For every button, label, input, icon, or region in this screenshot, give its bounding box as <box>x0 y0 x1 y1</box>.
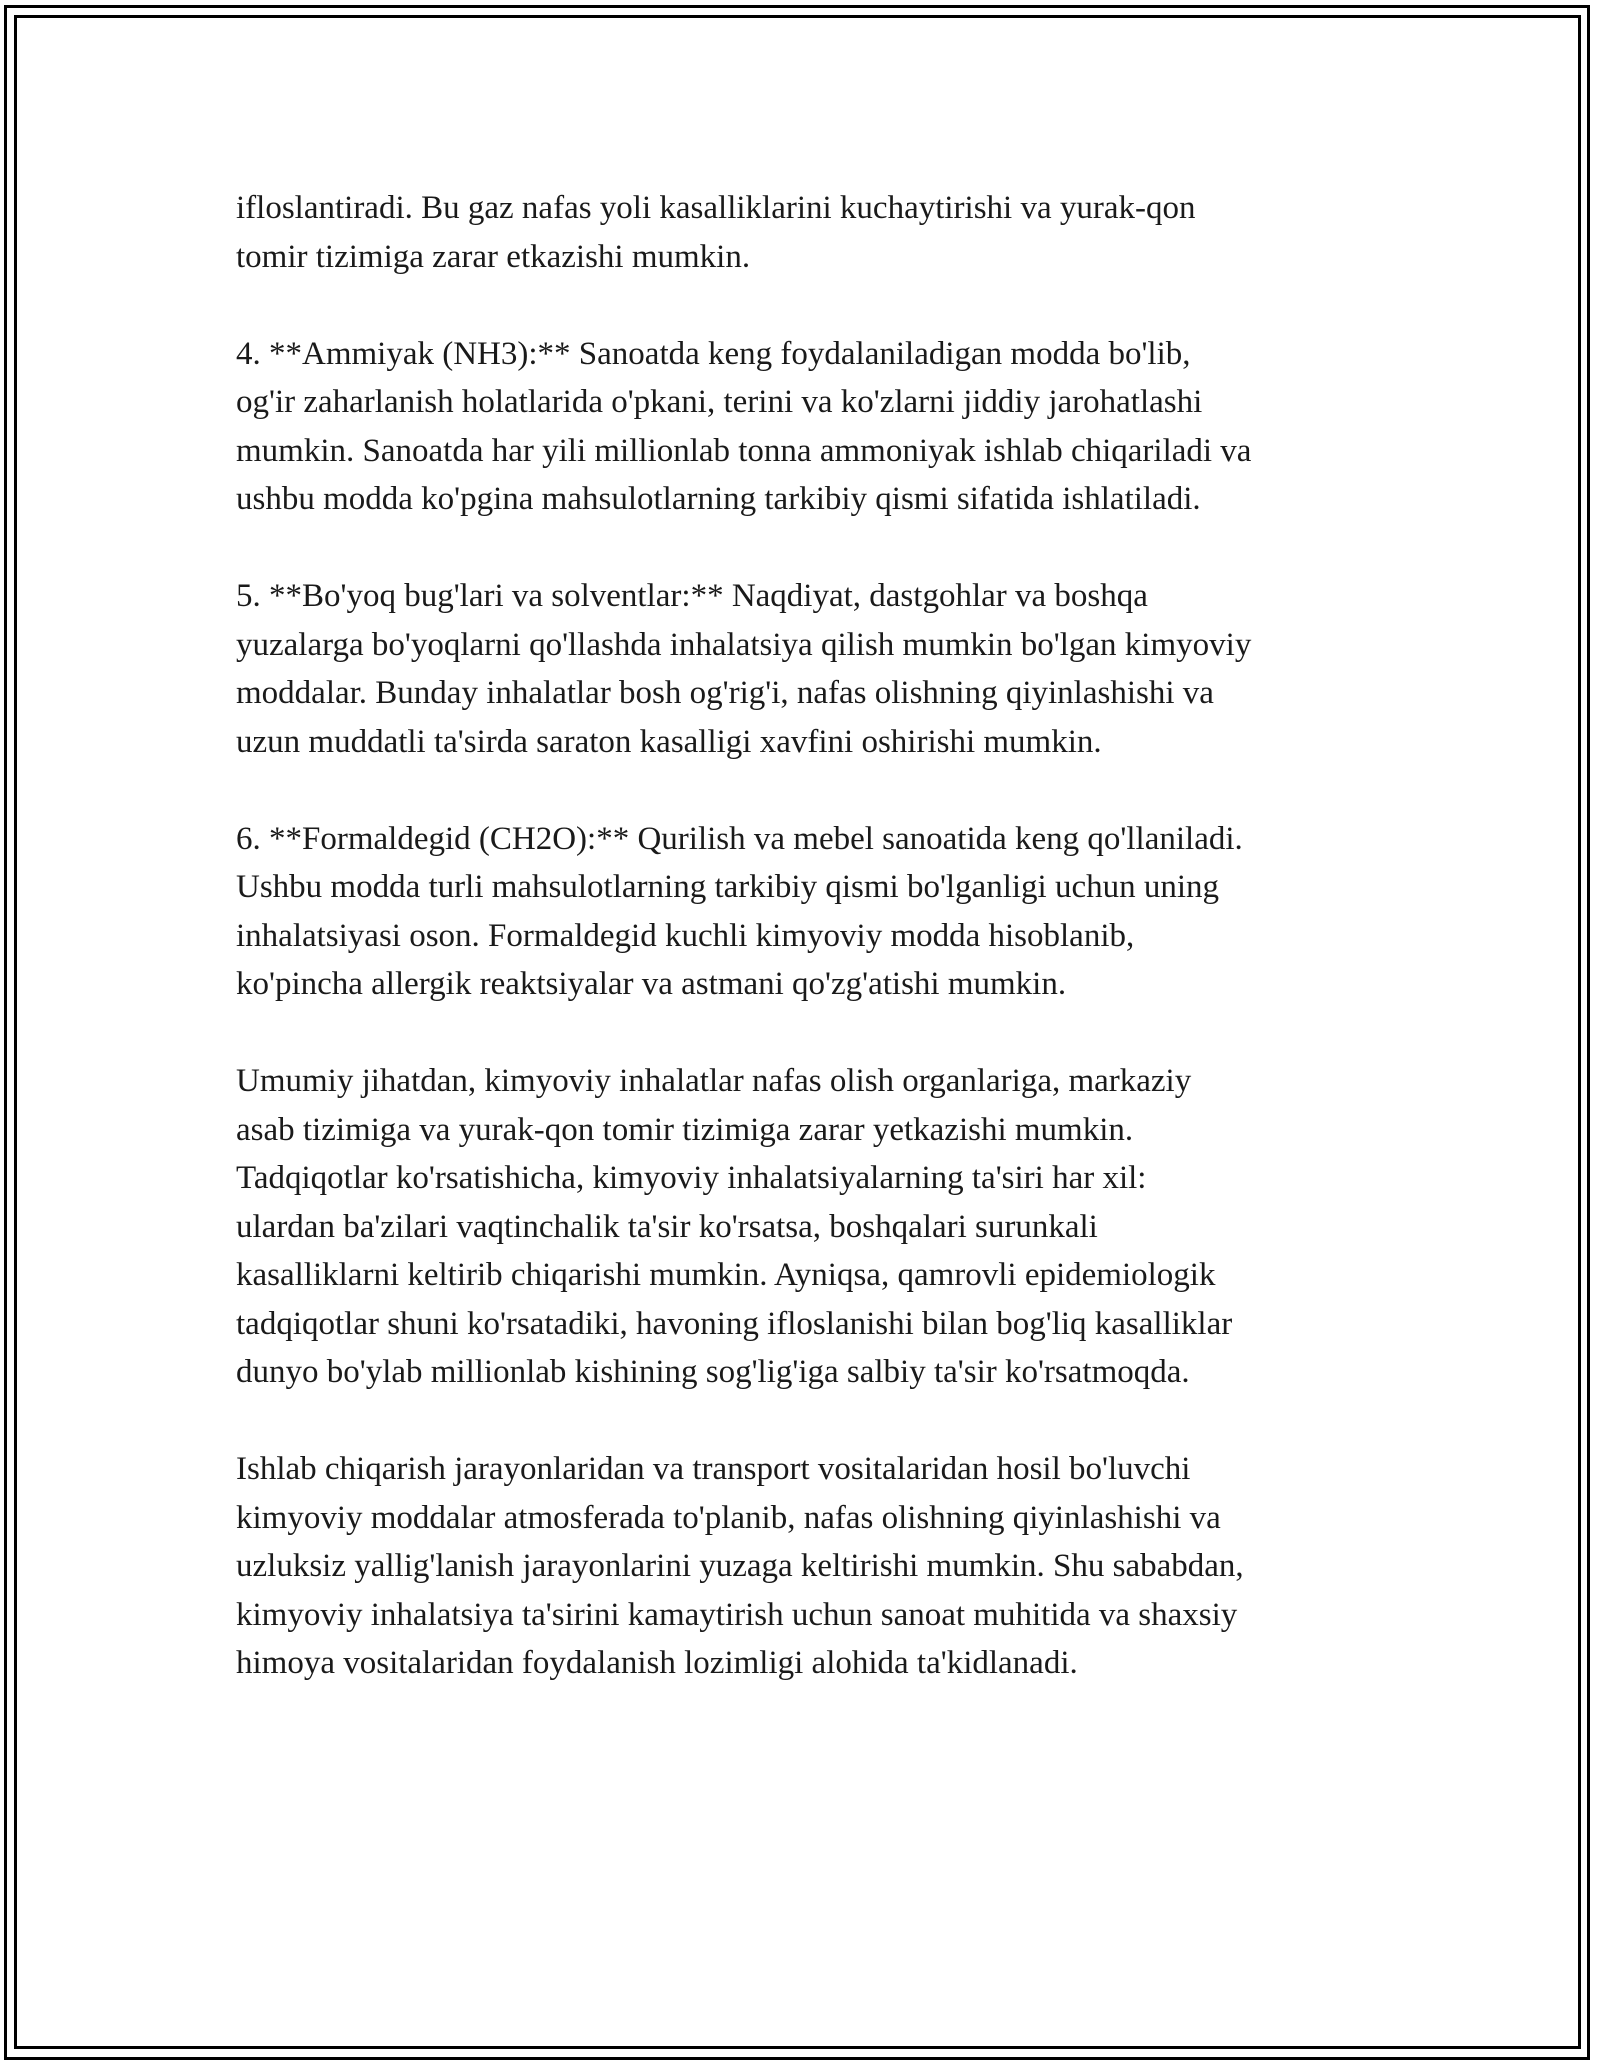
paragraph-summary: Umumiy jihatdan, kimyoviy inhalatlar nafas olish organlariga, markaziy asab tizimiga va yurak-qon tomir tizimiga zarar yetkazishi mumkin. Tadqiqotlar ko'rsatishicha, kimyoviy inhalatsiyalarning ta'siri har xil: ulardan ba'zilari vaqtinchalik ta'sir ko'rsatsa, boshqalari surunkali kasalliklarni keltirib chiqarishi mumkin. Ayniqsa, qamrovli epidemiologik tadqiqotlar shuni ko'rsatadiki, havoning ifloslanishi bilan bog'liq kasalliklar dunyo bo'ylab millionlab kishining sog'lig'iga salbiy ta'sir ko'rsatmoqda. <box>236 1063 1233 1390</box>
document-body <box>236 184 1396 1688</box>
paragraph-formaldehyde: 6. **Formaldegid (CH2O):** Qurilish va mebel sanoatida keng qo'llaniladi. Ushbu modda turli mahsulotlarning tarkibiy qismi bo'lganligi uchun uning inhalatsiyasi oson. Formaldegid kuchli kimyoviy modda hisoblanib, ko'pincha allergik reaktsiyalar va astmani qo'zg'atishi mumkin. <box>236 820 1243 1002</box>
paragraph-conclusion: Ishlab chiqarish jarayonlaridan va transport vositalaridan hosil bo'luvchi kimyoviy moddalar atmosferada to'planib, nafas olishning qiyinlashishi va uzluksiz yallig'lanish jarayonlarini yuzaga keltirishi mumkin. Shu sababdan, kimyoviy inhalatsiya ta'sirini kamaytirish uchun sanoat muhitida va shaxsiy himoya vositalaridan foydalanish lozimligi alohida ta'kidlanadi. <box>236 1451 1244 1681</box>
paragraph-paint-solvents: 5. **Bo'yoq bug'lari va solventlar:** Naqdiyat, dastgohlar va boshqa yuzalarga bo'yoqlarni qo'llashda inhalatsiya qilish mumkin bo'lgan kimyoviy moddalar. Bunday inhalatlar bosh og'rig'i, nafas olishning qiyinlashishi va uzun muddatli ta'sirda saraton kasalligi xavfini oshirishi mumkin. <box>236 578 1252 760</box>
paragraph-no2-continuation: ifloslantiradi. Bu gaz nafas yoli kasalliklarini kuchaytirishi va yurak-qon tomir tizimiga zarar etkazishi mumkin. <box>236 190 1196 275</box>
paragraph-ammonia: 4. **Ammiyak (NH3):** Sanoatda keng foydalaniladigan modda bo'lib, og'ir zaharlanish holatlarida o'pkani, terini va ko'zlarni jiddiy jarohatlashi mumkin. Sanoatda har yili millionlab tonna ammoniyak ishlab chiqariladi va ushbu modda ko'pgina mahsulotlarning tarkibiy qismi sifatida ishlatiladi. <box>236 335 1252 517</box>
